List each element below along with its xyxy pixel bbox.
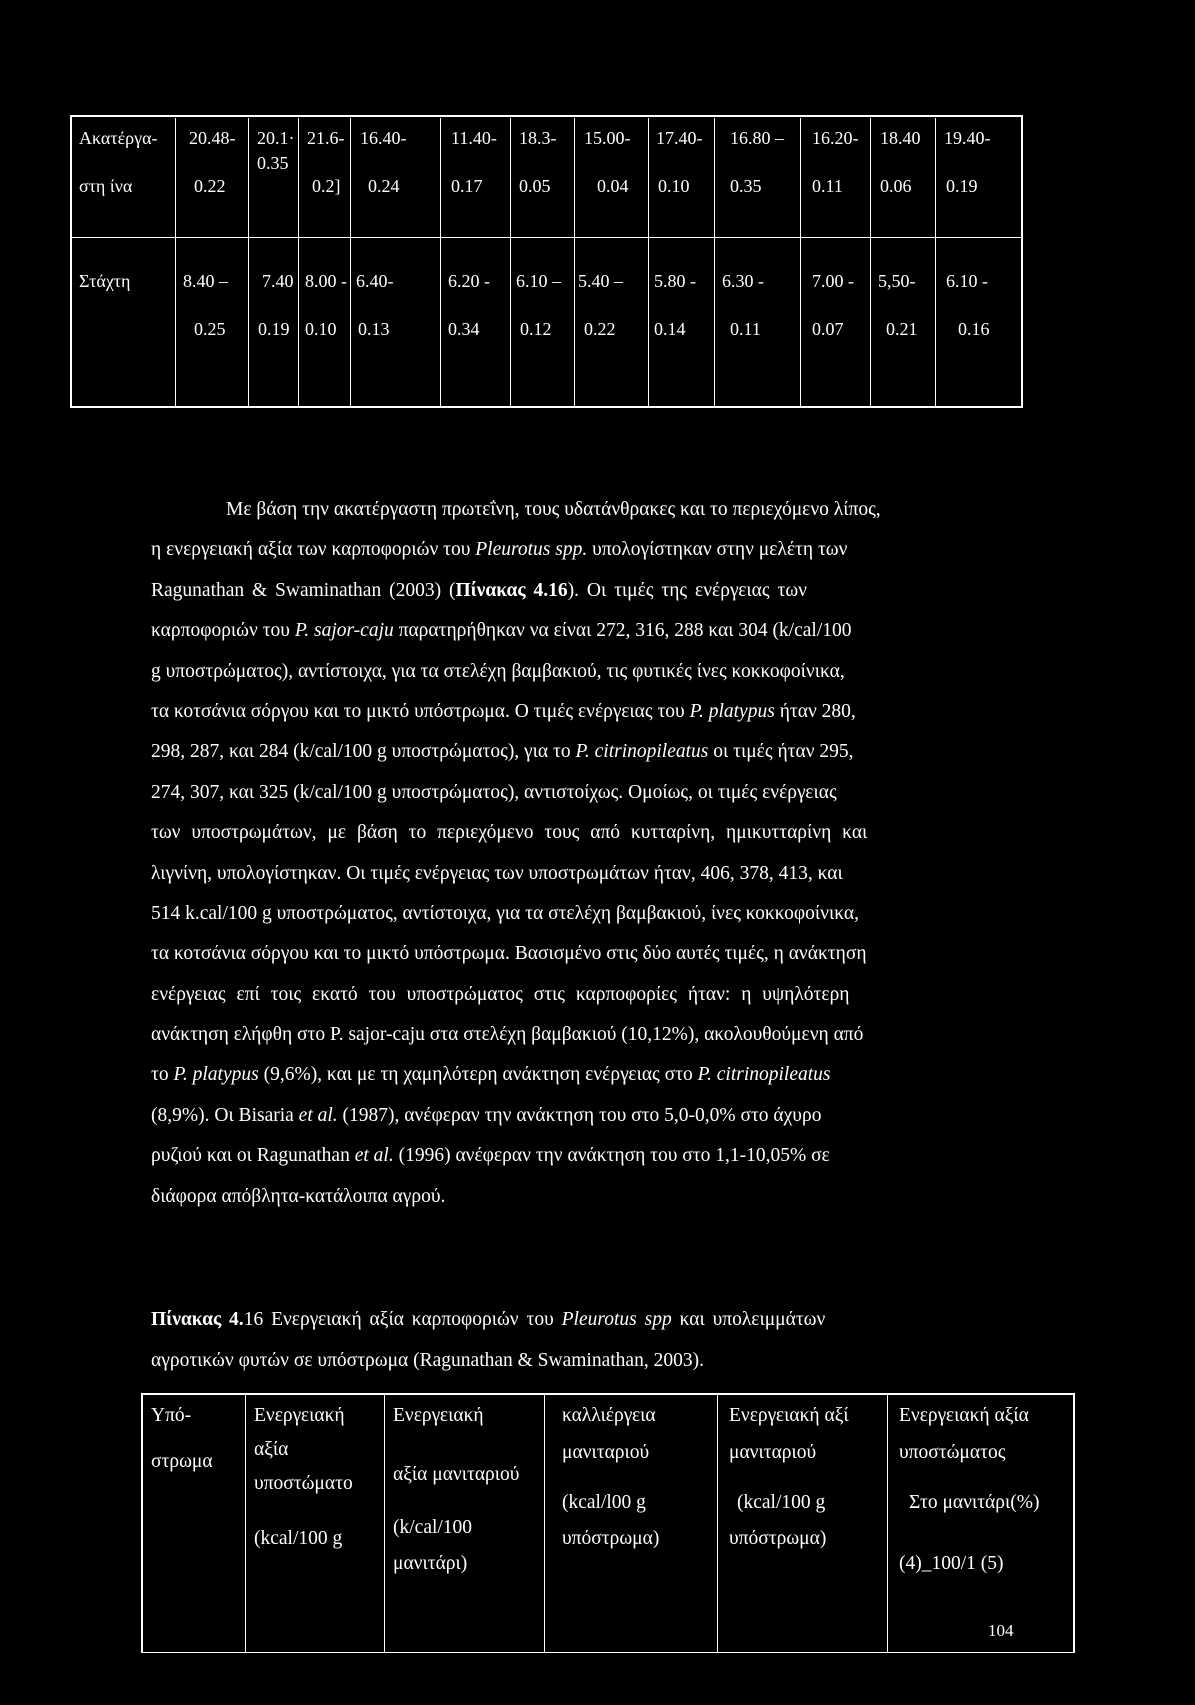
header-mushroom-energy-per-substrate: Ενεργειακή αξί	[729, 1405, 849, 1426]
table-cell: 0.21	[886, 319, 918, 339]
table-cell: 0.12	[520, 319, 552, 339]
row-label-raw-fiber: στη ίνα	[79, 176, 133, 196]
table-cell: 15.00-	[584, 128, 631, 148]
table-cell: 6.10 -	[946, 271, 988, 291]
header-cultivation: μανιταριού	[562, 1442, 650, 1463]
col-divider	[800, 118, 801, 406]
header-mushroom-energy-per-substrate: υπόστρωμα)	[729, 1528, 827, 1549]
table-cell: 6.20 -	[448, 271, 490, 291]
header-substrate-energy: Ενεργειακή	[254, 1405, 345, 1426]
table-cell: 0.19	[258, 319, 290, 339]
text-line: ανάκτηση ελήφθη στο P. sajor-caju στα στελέχη βαμβακιού (10,12%), ακολουθούμενη από	[151, 1024, 864, 1046]
table-cell: 5,50-	[878, 271, 916, 291]
col-divider	[574, 118, 575, 406]
text-line: g υποστρώματος), αντίστοιχα, για τα στελέχη βαμβακιού, τις φυτικές ίνες κοκκοφοίνικα,	[151, 660, 845, 682]
header-substrate-energy: αξία	[254, 1439, 289, 1460]
col-divider	[887, 1395, 888, 1652]
table-cell: 18.3-	[519, 128, 557, 148]
header-energy-recovery: Ενεργειακή αξία	[899, 1405, 1029, 1426]
table-cell: 0.19	[946, 176, 978, 196]
table-cell: 8.00 -	[305, 271, 347, 291]
col-divider	[245, 1395, 246, 1652]
header-energy-recovery: υποστώματος	[899, 1442, 1006, 1463]
col-divider	[384, 1395, 385, 1652]
text-line: τα κοτσάνια σόργου και το μικτό υπόστρωμα. Βασισμένο στις δύο αυτές τιμές, η ανάκτηση	[151, 943, 867, 965]
row-label-ash: Στάχτη	[79, 271, 131, 291]
header-substrate: Υπό-	[151, 1405, 192, 1426]
col-divider	[440, 118, 441, 406]
text-line: ενέργειας επί τοις εκατό του υποστρώματος στις καρποφορίες ήταν: η υψηλότερη	[151, 983, 850, 1005]
table-cell: 6.10 –	[516, 271, 561, 291]
header-substrate-energy: υποστώματο	[254, 1473, 353, 1494]
col-divider	[175, 118, 176, 406]
text-line: 514 k.cal/100 g υποστρώματος, αντίστοιχα, για τα στελέχη βαμβακιού, ίνες κοκκοφοίνικα,	[151, 902, 859, 924]
col-divider	[714, 118, 715, 406]
table-cell: 16.80 –	[730, 128, 784, 148]
table-border-right	[1021, 115, 1023, 408]
species-name: P. citrinopileatus	[575, 741, 709, 763]
table-cell: 0.25	[194, 319, 226, 339]
table-cell: 0.11	[730, 319, 761, 339]
caption-line: αγροτικών φυτών σε υπόστρωμα (Ragunathan & Swaminathan, 2003).	[151, 1350, 704, 1371]
row-label-raw-fiber: Ακατέργα-	[79, 128, 158, 148]
text-line: τα κοτσάνια σόργου και το μικτό υπόστρωμα. Ο τιμές ενέργειας του P. platypus ήταν 280,	[151, 700, 856, 722]
table-cell: 0.22	[194, 176, 226, 196]
body-paragraph	[151, 496, 1075, 1223]
text-line: (8,9%). Οι Bisaria et al. (1987), ανέφεραν την ανάκτηση του στο 5,0-0,0% στο άχυρο	[151, 1104, 822, 1126]
caption-line: Πίνακας 4.16 Ενεργειακή αξία καρποφοριών του Pleurotus spp και υπολειμμάτων	[151, 1309, 826, 1330]
text-line: το P. platypus (9,6%), και με τη χαμηλότερη ανάκτηση ενέργειας στο P. citrinopileatus	[151, 1064, 831, 1086]
species-name: P. platypus	[689, 700, 775, 722]
table-cell: 0.13	[358, 319, 390, 339]
table-border-right	[1073, 1393, 1075, 1653]
table-cell: 0.17	[451, 176, 483, 196]
table-cell: 0.11	[812, 176, 843, 196]
text-line: 274, 307, και 325 (k/cal/100 g υποστρώματος), αντιστοίχως. Ομοίως, οι τιμές ενέργειας	[151, 781, 837, 803]
citation-etal: et al.	[354, 1145, 394, 1167]
species-name: Pleurotus spp.	[475, 539, 588, 561]
table-border-bottom	[70, 406, 1023, 408]
table-cell: 0.10	[658, 176, 690, 196]
table-cell: 20.48-	[189, 128, 236, 148]
table-row-divider	[70, 237, 1023, 238]
species-name: P. citrinopileatus	[697, 1064, 831, 1086]
col-divider	[717, 1395, 718, 1652]
text-line: Με βάση την ακατέργαστη πρωτεΐνη, τους υδατάνθρακες και το περιεχόμενο λίπος,	[226, 499, 881, 520]
table-cell: 5.80 -	[654, 271, 696, 291]
text-line: διάφορα απόβλητα-κατάλοιπα αγρού.	[151, 1185, 446, 1207]
table-cell: 0.07	[812, 319, 844, 339]
col-divider	[544, 1395, 545, 1652]
table-cell: 19.40-	[944, 128, 991, 148]
col-divider	[648, 118, 649, 406]
table-border-left	[70, 115, 72, 408]
text-line: 298, 287, και 284 (k/cal/100 g υποστρώματος), για το P. citrinopileatus οι τιμές ήταν 295,	[151, 741, 854, 763]
table-caption	[151, 1306, 1075, 1388]
table-cell: 17.40-	[656, 128, 703, 148]
table-border-top	[70, 115, 1023, 117]
table-cell: 0.10	[305, 319, 337, 339]
header-substrate: στρωμα	[151, 1451, 213, 1472]
table-cell: 16.40-	[360, 128, 407, 148]
header-cultivation: υπόστρωμα)	[562, 1528, 660, 1549]
text-line: η ενεργειακή αξία των καρποφοριών του Pleurotus spp. υπολογίστηκαν στην μελέτη των	[151, 539, 848, 561]
header-mushroom-energy-per-substrate: μανιταριού	[729, 1442, 817, 1463]
header-mushroom-energy-per-substrate: (kcal/100 g	[737, 1492, 826, 1513]
table-cell: 0.16	[958, 319, 990, 339]
header-energy-recovery: Στο μανιτάρι(%)	[909, 1492, 1040, 1513]
col-divider	[870, 118, 871, 406]
text-line: καρποφοριών του P. sajor-caju παρατηρήθηκαν να είναι 272, 316, 288 και 304 (k/cal/100	[151, 620, 852, 642]
table-cell: 18.40	[880, 128, 921, 148]
table-cell: 6.40-	[356, 271, 394, 291]
species-name: Pleurotus spp	[561, 1309, 672, 1330]
header-cultivation: καλλιέργεια	[562, 1405, 656, 1426]
table-cell: 7.40	[262, 271, 294, 291]
table-reference: Πίνακας 4.16	[455, 579, 568, 601]
table-cell: 0.2]	[312, 176, 341, 196]
table-cell: 0.14	[654, 319, 686, 339]
table-cell: 7.00 -	[812, 271, 854, 291]
citation-etal: et al.	[298, 1104, 338, 1126]
table-border-bottom	[141, 1652, 1075, 1653]
table-cell: 6.30 -	[722, 271, 764, 291]
col-divider	[248, 118, 249, 406]
table-cell: 0.06	[880, 176, 912, 196]
header-mushroom-energy: μανιτάρι)	[393, 1553, 468, 1574]
species-name: P. platypus	[173, 1064, 259, 1086]
header-energy-recovery: (4)_100/1 (5)	[899, 1553, 1004, 1574]
col-divider	[350, 118, 351, 406]
table-border-left	[141, 1393, 143, 1653]
page-number: 104	[988, 1621, 1014, 1640]
table-cell: 0.04	[597, 176, 629, 196]
table-cell: 21.6-	[307, 128, 345, 148]
col-divider	[935, 118, 936, 406]
table-cell: 0.24	[368, 176, 400, 196]
text-line: των υποστρωμάτων, με βάση το περιεχόμενο τους από κυτταρίνη, ημικυτταρίνη και	[151, 822, 868, 844]
header-mushroom-energy: (k/cal/100	[393, 1517, 473, 1538]
header-mushroom-energy: Ενεργειακή	[393, 1405, 484, 1426]
text-line: ρυζιού και οι Ragunathan et al. (1996) ανέφεραν την ανάκτηση του στο 1,1-10,05% σε	[151, 1145, 830, 1167]
table-cell: 0.05	[519, 176, 551, 196]
header-substrate-energy: (kcal/100 g	[254, 1528, 343, 1549]
table-cell: 0.34	[448, 319, 480, 339]
header-cultivation: (kcal/l00 g	[562, 1492, 646, 1513]
table-cell: 20.1·	[257, 128, 295, 148]
header-mushroom-energy: αξία μανιταριού	[393, 1464, 520, 1485]
col-divider	[298, 118, 299, 406]
table-cell: 0.35	[730, 176, 762, 196]
table-cell: 11.40-	[451, 128, 497, 148]
text-line: Ragunathan & Swaminathan (2003) (Πίνακας 4.16). Οι τιμές της ενέργειας των	[151, 579, 807, 601]
table-cell: 0.35	[257, 153, 289, 173]
species-name: P. sajor-caju	[294, 620, 394, 642]
table-cell: 0.22	[584, 319, 616, 339]
col-divider	[510, 118, 511, 406]
text-line: λιγνίνη, υπολογίστηκαν. Οι τιμές ενέργειας των υποστρωμάτων ήταν, 406, 378, 413, και	[151, 862, 843, 884]
table-border-top	[141, 1393, 1075, 1395]
table-cell: 16.20-	[812, 128, 859, 148]
caption-label: Πίνακας 4.	[151, 1309, 244, 1330]
table-cell: 8.40 –	[183, 271, 228, 291]
table-cell: 5.40 –	[578, 271, 623, 291]
